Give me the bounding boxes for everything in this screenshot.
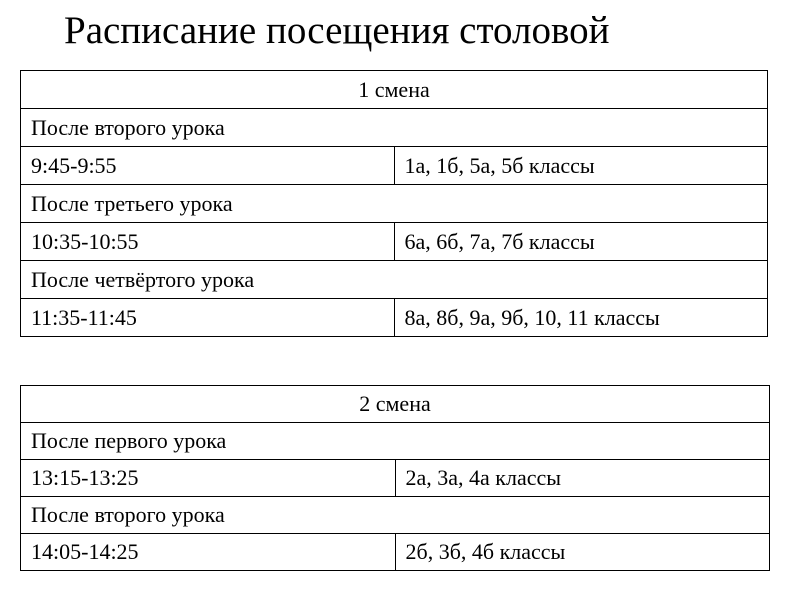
shift-name: 2 смена <box>21 386 770 423</box>
break-label: После первого урока <box>21 423 770 460</box>
break-time: 9:45-9:55 <box>21 147 395 185</box>
break-label-row <box>21 109 768 147</box>
break-label-row <box>21 497 770 534</box>
break-classes: 8а, 8б, 9а, 9б, 10, 11 классы <box>394 299 768 337</box>
break-classes: 6а, 6б, 7а, 7б классы <box>394 223 768 261</box>
break-time: 14:05-14:25 <box>21 534 396 571</box>
break-time-row <box>21 460 770 497</box>
shift-1-table <box>20 70 768 337</box>
break-time: 10:35-10:55 <box>21 223 395 261</box>
break-classes: 1а, 1б, 5а, 5б классы <box>394 147 768 185</box>
break-classes: 2а, 3а, 4а классы <box>395 460 770 497</box>
break-label: После четвёртого урока <box>21 261 768 299</box>
break-time-row <box>21 147 768 185</box>
break-time: 13:15-13:25 <box>21 460 396 497</box>
break-label: После третьего урока <box>21 185 768 223</box>
break-time: 11:35-11:45 <box>21 299 395 337</box>
break-label: После второго урока <box>21 109 768 147</box>
break-label-row <box>21 261 768 299</box>
page-title: Расписание посещения столовой <box>64 9 610 52</box>
shift-name: 1 смена <box>21 71 768 109</box>
break-label-row <box>21 185 768 223</box>
break-classes: 2б, 3б, 4б классы <box>395 534 770 571</box>
shift-header-row <box>21 386 770 423</box>
break-time-row <box>21 223 768 261</box>
break-time-row <box>21 534 770 571</box>
shift-2-table <box>20 385 770 571</box>
shift-header-row <box>21 71 768 109</box>
break-time-row <box>21 299 768 337</box>
break-label-row <box>21 423 770 460</box>
break-label: После второго урока <box>21 497 770 534</box>
